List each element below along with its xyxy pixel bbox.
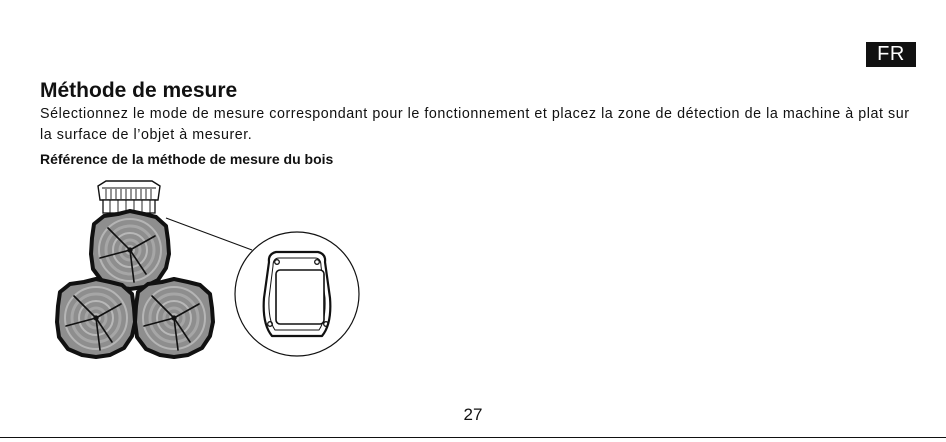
intro-paragraph: Sélectionnez le mode de mesure correspondant pour le fonctionnement et placez la zone de détection de la machine à plat sur la surface de l’objet à mesurer. bbox=[40, 106, 910, 143]
bottom-divider bbox=[0, 437, 946, 438]
log-pile-icon bbox=[57, 211, 213, 357]
page-number: 27 bbox=[463, 405, 483, 424]
meter-device-icon bbox=[98, 181, 160, 213]
page-title: Méthode de mesure bbox=[40, 79, 238, 102]
wood-method-subheading: Référence de la méthode de mesure du bois bbox=[40, 151, 334, 167]
language-badge: FR bbox=[866, 42, 916, 67]
magnified-sensor-icon bbox=[235, 232, 359, 356]
leader-line bbox=[166, 218, 252, 250]
wood-measurement-illustration bbox=[40, 174, 370, 366]
